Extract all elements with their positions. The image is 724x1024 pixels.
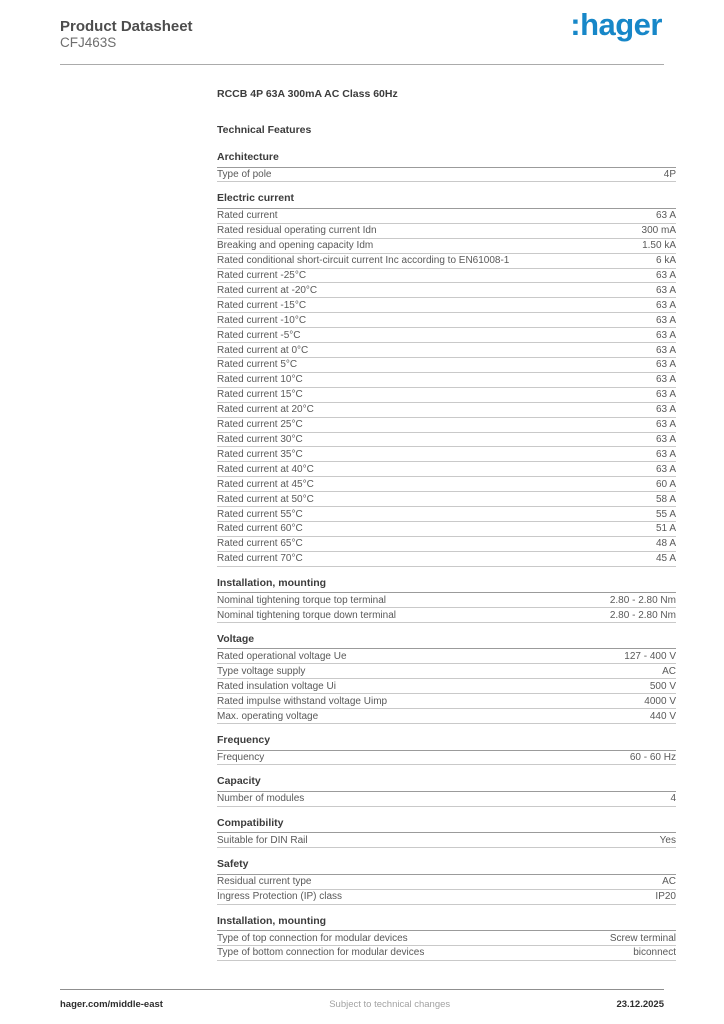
spec-section [217, 916, 676, 961]
spec-value: 63 A [655, 419, 676, 431]
section-title: Voltage [217, 634, 676, 650]
spec-row [217, 328, 676, 343]
spec-value: 2.80 - 2.80 Nm [609, 594, 676, 606]
page-header [60, 0, 664, 73]
spec-value: 2.80 - 2.80 Nm [609, 609, 676, 621]
spec-label: Rated current 5°C [217, 359, 298, 371]
spec-value: IP20 [655, 891, 676, 903]
header-divider [60, 64, 664, 65]
spec-value: 45 A [655, 553, 676, 565]
spec-label: Rated current 15°C [217, 389, 303, 401]
spec-label: Rated current 25°C [217, 419, 303, 431]
spec-row [217, 537, 676, 552]
spec-value: 127 - 400 V [624, 650, 676, 662]
spec-row [217, 418, 676, 433]
spec-value: 60 A [655, 478, 676, 490]
spec-label: Type of pole [217, 169, 272, 180]
spec-value: 63 A [655, 463, 676, 475]
spec-section [217, 818, 676, 848]
spec-value: 55 A [655, 508, 676, 520]
spec-section [217, 735, 676, 765]
spec-label: Breaking and opening capacity Idm [217, 240, 374, 252]
spec-row [217, 209, 676, 224]
spec-label: Type of top connection for modular devices [217, 932, 408, 944]
spec-section [217, 193, 676, 566]
spec-value: 63 A [655, 448, 676, 460]
spec-row [217, 679, 676, 694]
spec-row [217, 608, 676, 623]
spec-row [217, 343, 676, 358]
spec-row [217, 946, 676, 961]
spec-label: Rated current [217, 210, 278, 222]
spec-value: Yes [659, 834, 676, 846]
section-title: Architecture [217, 152, 676, 168]
spec-label: Type of bottom connection for modular devices [217, 947, 425, 959]
spec-value: 63 A [655, 210, 676, 222]
spec-label: Rated current 35°C [217, 448, 303, 460]
spec-section [217, 859, 676, 904]
spec-label: Max. operating voltage [217, 710, 319, 722]
spec-label: Nominal tightening torque top terminal [217, 594, 386, 606]
page-footer [60, 989, 664, 1010]
section-title: Installation, mounting [217, 916, 676, 932]
product-reference: CFJ463S [60, 35, 117, 50]
spec-label: Rated current at 50°C [217, 493, 314, 505]
spec-row [217, 931, 676, 946]
spec-label: Suitable for DIN Rail [217, 834, 308, 846]
spec-value: 60 - 60 Hz [629, 752, 676, 763]
spec-label: Rated impulse withstand voltage Uimp [217, 695, 388, 707]
spec-value: 63 A [655, 344, 676, 356]
spec-value: AC [662, 876, 676, 888]
spec-row [217, 313, 676, 328]
spec-row [217, 403, 676, 418]
spec-value: 4 [670, 793, 676, 805]
footer-disclaimer: Subject to technical changes [329, 999, 451, 1010]
section-title: Frequency [217, 735, 676, 751]
spec-value: 6 kA [655, 255, 676, 267]
spec-row [217, 283, 676, 298]
spec-label: Rated current 30°C [217, 434, 303, 445]
spec-row [217, 649, 676, 664]
spec-value: 63 A [655, 270, 676, 282]
spec-row [217, 447, 676, 462]
spec-row [217, 298, 676, 313]
spec-value: 63 A [655, 284, 676, 296]
spec-label: Rated residual operating current Idn [217, 225, 377, 237]
spec-row [217, 388, 676, 403]
spec-row [217, 507, 676, 522]
spec-value: 1.50 kA [642, 240, 676, 252]
spec-value: 63 A [655, 404, 676, 416]
spec-label: Rated current 65°C [217, 538, 303, 550]
spec-label: Rated current at 40°C [217, 463, 314, 475]
spec-row [217, 269, 676, 284]
spec-label: Ingress Protection (IP) class [217, 891, 343, 903]
spec-value: 63 A [655, 434, 676, 445]
spec-label: Rated current 10°C [217, 374, 303, 386]
spec-row [217, 224, 676, 239]
spec-label: Number of modules [217, 793, 305, 805]
spec-value: 58 A [655, 493, 676, 505]
spec-value: 440 V [649, 710, 676, 722]
spec-value: biconnect [633, 947, 676, 959]
spec-label: Frequency [217, 752, 265, 763]
spec-label: Rated insulation voltage Ui [217, 680, 336, 692]
spec-row [217, 168, 676, 183]
spec-row [217, 792, 676, 807]
spec-row [217, 664, 676, 679]
spec-label: Rated current -10°C [217, 314, 307, 326]
spec-value: 63 A [655, 329, 676, 341]
spec-label: Rated current 55°C [217, 508, 303, 520]
spec-row [217, 833, 676, 848]
hager-logo: :hager [570, 7, 662, 42]
spec-value: 63 A [655, 374, 676, 386]
spec-section [217, 776, 676, 806]
spec-value: AC [662, 665, 676, 677]
spec-label: Rated current at 0°C [217, 344, 309, 356]
spec-value: 63 A [655, 359, 676, 371]
spec-row [217, 433, 676, 448]
spec-row [217, 890, 676, 905]
spec-value: 500 V [649, 680, 676, 692]
spec-section [217, 578, 676, 623]
spec-label: Rated conditional short-circuit current Inc according to EN61008-1 [217, 255, 510, 267]
spec-row [217, 492, 676, 507]
section-title: Installation, mounting [217, 578, 676, 594]
section-title: Compatibility [217, 818, 676, 834]
spec-label: Rated current at -20°C [217, 284, 318, 296]
footer-website: hager.com/middle-east [60, 999, 163, 1010]
spec-label: Residual current type [217, 876, 312, 888]
technical-features-heading: Technical Features [217, 124, 312, 136]
spec-value: 48 A [655, 538, 676, 550]
spec-section [217, 152, 676, 182]
spec-value: 63 A [655, 314, 676, 326]
spec-value: 63 A [655, 299, 676, 311]
product-description: RCCB 4P 63A 300mA AC Class 60Hz [217, 88, 398, 100]
spec-label: Rated current at 20°C [217, 404, 314, 416]
spec-label: Rated current 70°C [217, 553, 303, 565]
spec-label: Nominal tightening torque down terminal [217, 609, 396, 621]
spec-label: Rated current -25°C [217, 270, 307, 282]
spec-label: Rated current -15°C [217, 299, 307, 311]
section-title: Safety [217, 859, 676, 875]
spec-row [217, 373, 676, 388]
spec-row [217, 593, 676, 608]
spec-row [217, 358, 676, 373]
spec-row [217, 239, 676, 254]
spec-value: 300 mA [641, 225, 676, 237]
spec-row [217, 751, 676, 766]
spec-label: Rated current at 45°C [217, 478, 314, 490]
spec-label: Rated operational voltage Ue [217, 650, 347, 662]
spec-label: Type voltage supply [217, 665, 306, 677]
section-title: Electric current [217, 193, 676, 209]
spec-label: Rated current -5°C [217, 329, 301, 341]
spec-row [217, 709, 676, 724]
spec-label: Rated current 60°C [217, 523, 303, 535]
spec-value: 63 A [655, 389, 676, 401]
spec-row [217, 522, 676, 537]
spec-row [217, 875, 676, 890]
spec-row [217, 694, 676, 709]
spec-value: 4000 V [644, 695, 676, 707]
spec-row [217, 254, 676, 269]
spec-row [217, 552, 676, 567]
spec-value: 51 A [655, 523, 676, 535]
spec-value: Screw terminal [609, 932, 676, 944]
spec-section [217, 634, 676, 724]
datasheet-content [217, 88, 676, 961]
spec-sections [217, 152, 676, 961]
spec-value: 4P [663, 169, 676, 180]
footer-date: 23.12.2025 [616, 999, 664, 1010]
spec-row [217, 462, 676, 477]
section-title: Capacity [217, 776, 676, 792]
spec-row [217, 477, 676, 492]
document-title: Product Datasheet [60, 18, 193, 35]
